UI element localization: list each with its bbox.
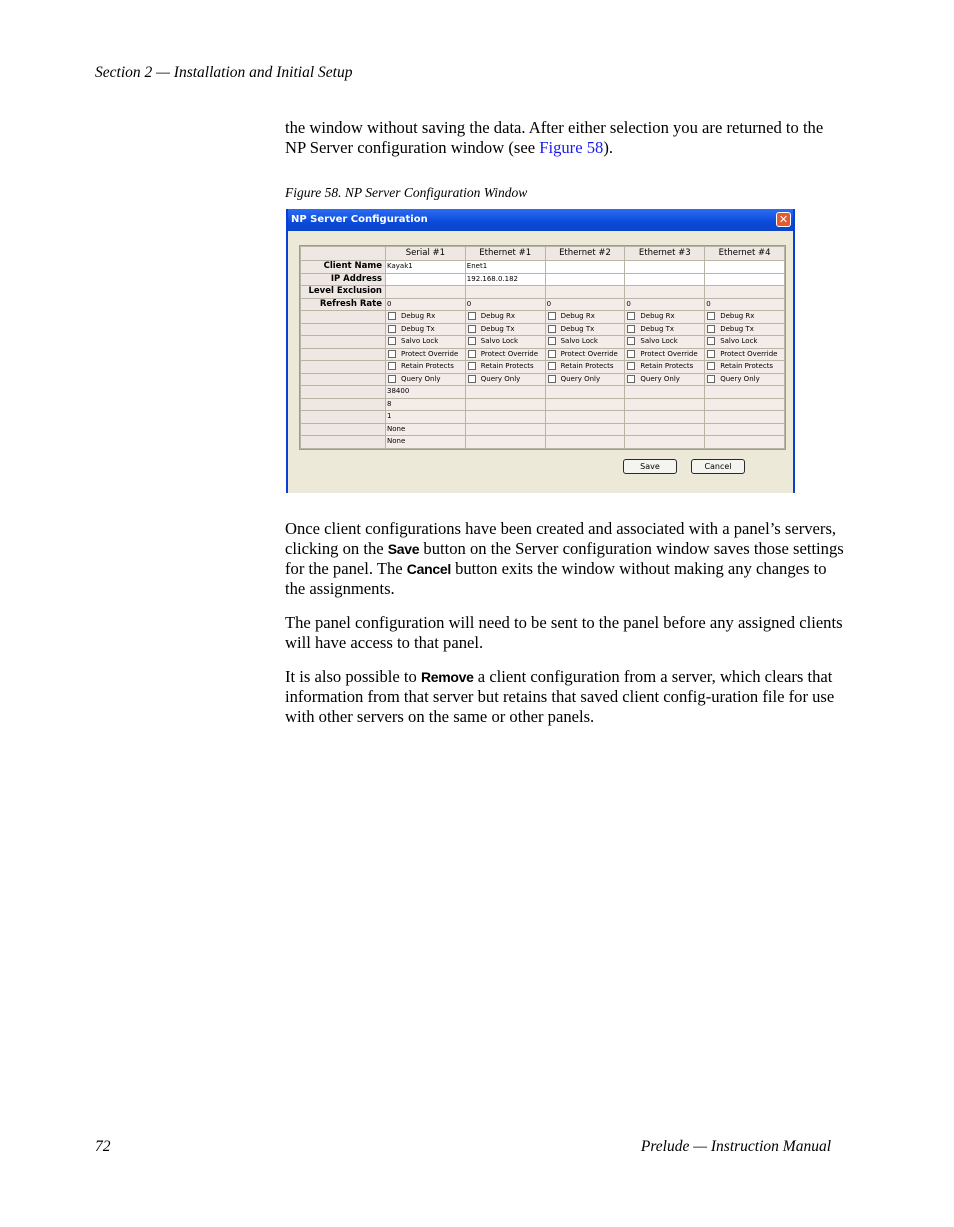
- manual-title: Prelude — Instruction Manual: [640, 1138, 831, 1155]
- checkbox-cell[interactable]: [625, 361, 705, 374]
- table-cell[interactable]: [625, 286, 705, 299]
- checkbox-cell[interactable]: [386, 323, 466, 336]
- checkbox-cell[interactable]: [705, 323, 785, 336]
- table-cell[interactable]: 0: [545, 298, 625, 311]
- paragraph-text: button on the Server configuration window saves those settings for the panel. The: [285, 539, 844, 578]
- checkbox-cell[interactable]: [545, 311, 625, 324]
- checkbox-cell[interactable]: [386, 361, 466, 374]
- table-row: [301, 411, 785, 424]
- checkbox-cell[interactable]: [625, 373, 705, 386]
- cancel-keyword: Cancel: [406, 561, 451, 577]
- row-label: Client Name: [301, 261, 386, 274]
- checkbox-label: Retain Protects: [480, 362, 534, 371]
- table-cell[interactable]: [705, 286, 785, 299]
- table-cell[interactable]: [705, 261, 785, 274]
- checkbox-label: Debug Tx: [640, 324, 675, 333]
- checkbox-cell[interactable]: [545, 336, 625, 349]
- checkbox[interactable]: [627, 350, 635, 358]
- table-cell[interactable]: [705, 411, 785, 424]
- checkbox-label: Query Only: [480, 374, 521, 383]
- table-cell[interactable]: [625, 436, 705, 449]
- checkbox-cell[interactable]: [386, 311, 466, 324]
- checkbox-cell[interactable]: [625, 323, 705, 336]
- table-cell[interactable]: 0: [705, 298, 785, 311]
- table-cell[interactable]: [705, 273, 785, 286]
- checkbox-label: Retain Protects: [401, 362, 454, 371]
- checkbox[interactable]: [548, 312, 556, 320]
- table-cell[interactable]: [705, 386, 785, 399]
- table-cell[interactable]: [625, 261, 705, 274]
- checkbox[interactable]: [707, 375, 715, 383]
- table-cell[interactable]: [545, 261, 625, 274]
- checkbox[interactable]: [627, 312, 635, 320]
- checkbox-label: Debug Rx: [640, 312, 675, 321]
- table-cell[interactable]: [465, 423, 545, 436]
- paragraph-text: a client configuration from a server, which clears that information from that server but retains that saved client config-uration file for use with other servers on the same or other panels.: [285, 667, 835, 726]
- checkbox[interactable]: [548, 350, 556, 358]
- checkbox[interactable]: [468, 312, 476, 320]
- server-table: [300, 246, 785, 449]
- table-row: [301, 311, 785, 324]
- checkbox[interactable]: [468, 325, 476, 333]
- table-cell[interactable]: [386, 286, 466, 299]
- row-label: [301, 411, 386, 424]
- checkbox-label: Protect Override: [720, 349, 778, 358]
- row-label: [301, 373, 386, 386]
- column-header: Ethernet #2: [545, 247, 625, 261]
- table-row: [301, 436, 785, 449]
- checkbox-label: Debug Rx: [401, 312, 436, 321]
- checkbox-label: Salvo Lock: [480, 337, 519, 346]
- table-row: [301, 298, 785, 311]
- intro-text-end: ).: [603, 138, 613, 157]
- table-cell[interactable]: None: [386, 423, 466, 436]
- row-label: Level Exclusion: [301, 286, 386, 299]
- table-cell[interactable]: 0: [465, 298, 545, 311]
- checkbox-label: Query Only: [401, 374, 441, 383]
- table-cell[interactable]: Kayak1: [386, 261, 466, 274]
- table-cell[interactable]: 38400: [386, 386, 466, 399]
- checkbox-label: Query Only: [720, 374, 760, 383]
- table-cell[interactable]: [625, 423, 705, 436]
- paragraph-remove: [285, 667, 845, 727]
- checkbox-label: Protect Override: [560, 349, 618, 358]
- checkbox[interactable]: [388, 337, 396, 345]
- paragraph-text: The panel configuration will need to be sent to the panel before any assigned clients will have access to that panel.: [285, 613, 843, 652]
- checkbox-label: Debug Rx: [560, 312, 595, 321]
- table-cell[interactable]: 8: [386, 398, 466, 411]
- checkbox-cell[interactable]: [705, 373, 785, 386]
- row-label: [301, 398, 386, 411]
- intro-paragraph: [285, 118, 845, 158]
- checkbox-cell[interactable]: [545, 323, 625, 336]
- checkbox[interactable]: [548, 337, 556, 345]
- save-keyword: Save: [387, 541, 420, 557]
- table-row: [301, 348, 785, 361]
- cancel-button[interactable]: Cancel: [691, 459, 745, 474]
- table-cell[interactable]: [545, 436, 625, 449]
- table-cell[interactable]: [386, 273, 466, 286]
- table-cell[interactable]: [705, 423, 785, 436]
- row-label: [301, 323, 386, 336]
- table-row: [301, 261, 785, 274]
- remove-keyword: Remove: [420, 669, 474, 685]
- window-title: NP Server Configuration: [291, 214, 428, 225]
- checkbox-label: Protect Override: [640, 349, 698, 358]
- checkbox-cell[interactable]: [545, 348, 625, 361]
- checkbox-label: Debug Tx: [401, 324, 435, 333]
- checkbox-cell[interactable]: [545, 373, 625, 386]
- column-header: Ethernet #1: [465, 247, 545, 261]
- checkbox-cell[interactable]: [386, 336, 466, 349]
- checkbox-cell[interactable]: [386, 348, 466, 361]
- checkbox-cell[interactable]: [465, 311, 545, 324]
- checkbox-label: Debug Rx: [480, 312, 516, 321]
- checkbox[interactable]: [388, 312, 396, 320]
- column-header: Ethernet #3: [625, 247, 705, 261]
- checkbox[interactable]: [707, 350, 715, 358]
- table-cell[interactable]: [705, 398, 785, 411]
- checkbox-label: Debug Rx: [720, 312, 755, 321]
- checkbox-cell[interactable]: [465, 323, 545, 336]
- checkbox[interactable]: [468, 362, 476, 370]
- figure-link[interactable]: Figure 58: [539, 138, 604, 157]
- checkbox[interactable]: [707, 337, 715, 345]
- np-server-config-window: [286, 209, 795, 493]
- table-cell[interactable]: [465, 386, 545, 399]
- row-label: [301, 348, 386, 361]
- checkbox[interactable]: [627, 325, 635, 333]
- row-label: [301, 361, 386, 374]
- table-cell[interactable]: [545, 286, 625, 299]
- checkbox-cell[interactable]: [625, 311, 705, 324]
- checkbox[interactable]: [468, 337, 476, 345]
- checkbox-label: Salvo Lock: [720, 337, 758, 346]
- row-label: [301, 336, 386, 349]
- close-icon[interactable]: ✕: [776, 212, 791, 227]
- checkbox[interactable]: [707, 312, 715, 320]
- page-number: 72: [95, 1138, 111, 1155]
- checkbox-label: Salvo Lock: [560, 337, 598, 346]
- window-titlebar: [288, 209, 793, 231]
- table-cell[interactable]: [545, 386, 625, 399]
- checkbox[interactable]: [548, 375, 556, 383]
- checkbox-label: Retain Protects: [560, 362, 614, 371]
- save-button[interactable]: Save: [623, 459, 677, 474]
- table-row: [301, 336, 785, 349]
- row-label: [301, 436, 386, 449]
- figure-caption: Figure 58. NP Server Configuration Window: [285, 185, 528, 200]
- checkbox[interactable]: [388, 375, 396, 383]
- checkbox-label: Debug Tx: [560, 324, 595, 333]
- checkbox-cell[interactable]: [625, 336, 705, 349]
- checkbox-cell[interactable]: [465, 348, 545, 361]
- checkbox[interactable]: [388, 325, 396, 333]
- server-grid: [299, 245, 786, 450]
- checkbox-cell[interactable]: [705, 348, 785, 361]
- table-cell[interactable]: None: [386, 436, 466, 449]
- table-corner: [301, 247, 386, 261]
- table-cell[interactable]: [625, 386, 705, 399]
- checkbox[interactable]: [468, 375, 476, 383]
- table-cell[interactable]: 1: [386, 411, 466, 424]
- checkbox-cell[interactable]: [465, 373, 545, 386]
- checkbox-cell[interactable]: [386, 373, 466, 386]
- table-row: [301, 386, 785, 399]
- checkbox-label: Debug Tx: [720, 324, 754, 333]
- checkbox-label: Salvo Lock: [401, 337, 439, 346]
- checkbox[interactable]: [707, 325, 715, 333]
- column-header: Serial #1: [386, 247, 466, 261]
- table-cell[interactable]: 0: [386, 298, 466, 311]
- checkbox-cell[interactable]: [705, 361, 785, 374]
- section-header: Section 2 — Installation and Initial Setup: [95, 64, 353, 81]
- table-cell[interactable]: [465, 436, 545, 449]
- table-cell[interactable]: 0: [625, 298, 705, 311]
- checkbox-label: Salvo Lock: [640, 337, 678, 346]
- paragraph-panel-config: [285, 613, 845, 653]
- table-cell[interactable]: [545, 411, 625, 424]
- row-label: [301, 311, 386, 324]
- table-cell[interactable]: [465, 411, 545, 424]
- table-header-row: [301, 247, 785, 261]
- intro-text: the window without saving the data. After either selection you are returned to the NP Server configuration window (see: [285, 118, 824, 157]
- paragraph-text: It is also possible to: [285, 667, 421, 686]
- table-row: [301, 423, 785, 436]
- table-cell[interactable]: [545, 273, 625, 286]
- table-row: [301, 373, 785, 386]
- checkbox-label: Debug Tx: [480, 324, 515, 333]
- checkbox-cell[interactable]: [705, 311, 785, 324]
- checkbox-label: Protect Override: [401, 349, 459, 358]
- table-cell[interactable]: [545, 423, 625, 436]
- checkbox-label: Retain Protects: [640, 362, 694, 371]
- checkbox[interactable]: [707, 362, 715, 370]
- row-label: [301, 423, 386, 436]
- checkbox[interactable]: [468, 350, 476, 358]
- checkbox-cell[interactable]: [625, 348, 705, 361]
- table-row: [301, 323, 785, 336]
- checkbox-cell[interactable]: [545, 361, 625, 374]
- checkbox-cell[interactable]: [465, 336, 545, 349]
- column-header: Ethernet #4: [705, 247, 785, 261]
- checkbox[interactable]: [627, 337, 635, 345]
- checkbox-cell[interactable]: [465, 361, 545, 374]
- table-row: [301, 286, 785, 299]
- table-row: [301, 361, 785, 374]
- table-row: [301, 273, 785, 286]
- table-cell[interactable]: [465, 398, 545, 411]
- paragraph-text: button exits the window without making any changes to the assignments.: [285, 559, 827, 598]
- table-cell[interactable]: [705, 436, 785, 449]
- checkbox[interactable]: [388, 362, 396, 370]
- table-cell[interactable]: [625, 398, 705, 411]
- checkbox-cell[interactable]: [705, 336, 785, 349]
- table-cell[interactable]: [625, 273, 705, 286]
- checkbox[interactable]: [548, 362, 556, 370]
- checkbox[interactable]: [388, 350, 396, 358]
- checkbox[interactable]: [548, 325, 556, 333]
- checkbox[interactable]: [627, 375, 635, 383]
- row-label: IP Address: [301, 273, 386, 286]
- checkbox-label: Query Only: [640, 374, 680, 383]
- checkbox-label: Protect Override: [480, 349, 539, 358]
- table-cell[interactable]: [625, 411, 705, 424]
- row-label: [301, 386, 386, 399]
- table-cell[interactable]: [545, 398, 625, 411]
- paragraph-text: Once client configurations have been created and associated with a panel’s servers, clicking on the: [285, 519, 837, 558]
- table-cell[interactable]: [465, 286, 545, 299]
- paragraph-save-cancel: [285, 519, 845, 599]
- table-row: [301, 398, 785, 411]
- checkbox-label: Query Only: [560, 374, 601, 383]
- row-label: Refresh Rate: [301, 298, 386, 311]
- checkbox-label: Retain Protects: [720, 362, 774, 371]
- table-cell[interactable]: 192.168.0.182: [465, 273, 545, 286]
- checkbox[interactable]: [627, 362, 635, 370]
- table-cell[interactable]: Enet1: [465, 261, 545, 274]
